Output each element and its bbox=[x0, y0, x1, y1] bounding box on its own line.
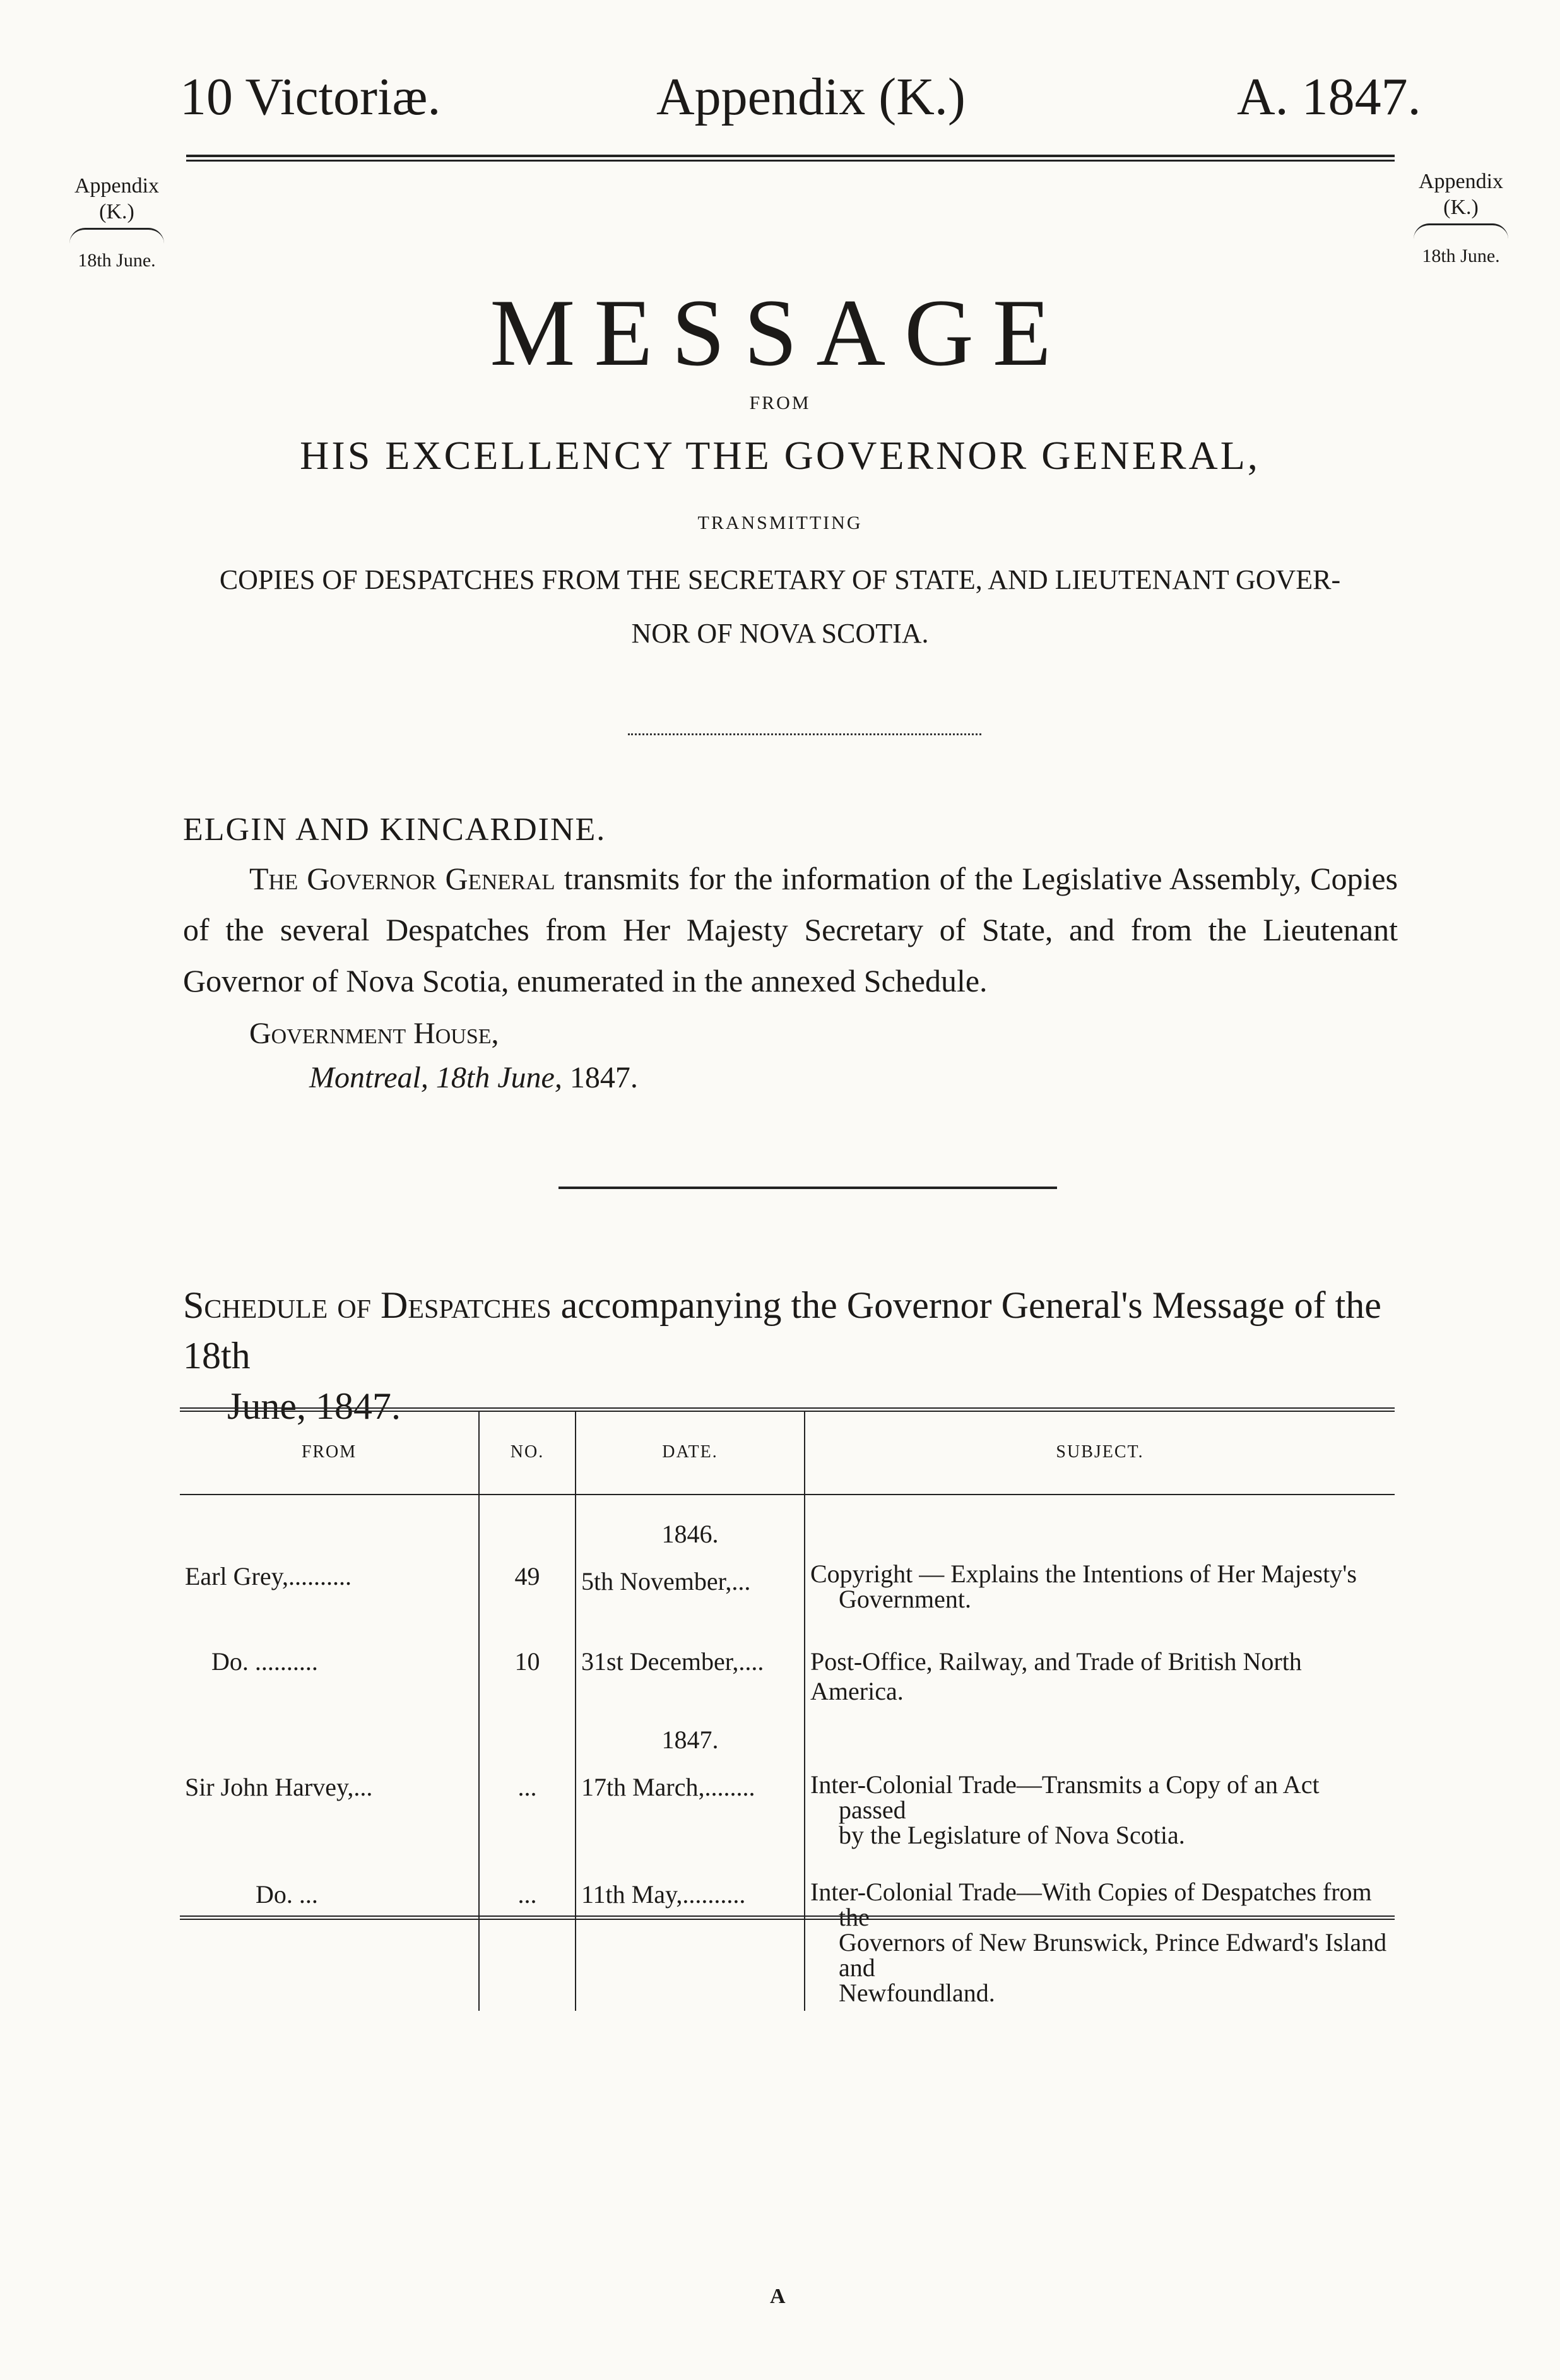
header-right: A. 1847. bbox=[1237, 68, 1421, 126]
row-subject-line: Newfoundland. bbox=[839, 1979, 995, 2007]
dateline-city: Montreal, bbox=[309, 1061, 428, 1094]
page-title: MESSAGE bbox=[490, 280, 1070, 386]
table-header-row bbox=[180, 1411, 1395, 1495]
header-center: Appendix (K.) bbox=[656, 68, 966, 126]
message-dateline bbox=[309, 1060, 638, 1095]
row-subject: Post-Office, Railway, and Trade of British North America. bbox=[810, 1647, 1302, 1705]
message-lead: The Governor General bbox=[249, 861, 555, 896]
brace-icon bbox=[1414, 223, 1508, 239]
header-rule-inner bbox=[186, 160, 1395, 162]
row-date: 5th November,... bbox=[581, 1567, 751, 1596]
table-bottom-rule bbox=[180, 1915, 1395, 1920]
title-from: FROM bbox=[749, 393, 811, 413]
message-body bbox=[183, 853, 1398, 1007]
header-left: 10 Victoriæ. bbox=[180, 68, 441, 126]
row-no: 10 bbox=[479, 1612, 576, 1706]
margin-note-letter: (K.) bbox=[1443, 195, 1479, 219]
row-date-cell bbox=[576, 1706, 805, 1848]
row-subject-line: Governors of New Brunswick, Prince Edward's Island and bbox=[839, 1928, 1387, 1982]
margin-note-label: Appendix bbox=[1418, 170, 1504, 193]
message-line3: Governor of Nova Scotia, enumerated in the annexed Schedule. bbox=[183, 963, 988, 998]
margin-note-date: 18th June. bbox=[78, 249, 156, 271]
row-date: 17th March,........ bbox=[581, 1773, 755, 1801]
dateline-day bbox=[436, 1061, 490, 1094]
table-row bbox=[180, 1848, 1395, 2011]
header-no: NO. bbox=[479, 1411, 576, 1495]
row-subject-text bbox=[810, 1772, 1390, 1848]
government-house: Government House, bbox=[249, 1017, 499, 1050]
header-from: FROM bbox=[180, 1411, 479, 1495]
section-divider bbox=[628, 733, 981, 742]
row-from: Earl Grey,.......... bbox=[180, 1495, 479, 1612]
row-subject bbox=[805, 1495, 1395, 1612]
message-signature: ELGIN AND KINCARDINE. bbox=[183, 812, 606, 848]
row-subject-line: Copyright — Explains the Intentions of Her Majesty's bbox=[810, 1560, 1357, 1588]
title-subject-line2: NOR OF NOVA SCOTIA. bbox=[631, 618, 929, 649]
row-subject-line: Inter-Colonial Trade—Transmits a Copy of an Act passed bbox=[810, 1770, 1320, 1824]
row-subject-text bbox=[810, 1880, 1390, 2006]
table-row bbox=[180, 1612, 1395, 1706]
row-from: Do. ... bbox=[180, 1848, 479, 2011]
margin-note-letter: (K.) bbox=[99, 199, 134, 223]
row-from: Do. .......... bbox=[180, 1612, 479, 1706]
table-row bbox=[180, 1495, 1395, 1612]
row-date: 11th May,.......... bbox=[576, 1848, 805, 2011]
title-transmitting: TRANSMITTING bbox=[697, 512, 863, 533]
row-no: ... bbox=[479, 1848, 576, 2011]
message-line1 bbox=[183, 853, 1398, 904]
row-no: 49 bbox=[479, 1495, 576, 1612]
margin-note-left bbox=[57, 174, 177, 273]
signature-mark: A bbox=[770, 2285, 786, 2308]
message-line1-text: transmits for the information of the Legislative Assembly, Copies bbox=[564, 861, 1398, 896]
row-subject-text bbox=[810, 1561, 1390, 1612]
dateline-year: 1847. bbox=[569, 1061, 638, 1094]
margin-note-right bbox=[1401, 169, 1521, 268]
row-date-cell bbox=[576, 1495, 805, 1612]
dateline-day-text: 18th bbox=[435, 1061, 490, 1094]
row-subject-line: Government. bbox=[839, 1585, 971, 1613]
row-subject-line: by the Legislature of Nova Scotia. bbox=[839, 1821, 1185, 1849]
dateline-month: June, bbox=[497, 1061, 562, 1094]
row-subject-line: Inter-Colonial Trade—With Copies of Despatches from the bbox=[810, 1878, 1372, 1931]
header-rule bbox=[186, 155, 1395, 157]
schedule-lead: Schedule of Despatches bbox=[183, 1284, 552, 1326]
row-from: Sir John Harvey,... bbox=[180, 1706, 479, 1848]
margin-note-date: 18th June. bbox=[1422, 245, 1500, 266]
message-line2: of the several Despatches from Her Majesty Secretary of State, and from the Lieutenant bbox=[183, 912, 1398, 947]
title-sender: HIS EXCELLENCY THE GOVERNOR GENERAL, bbox=[300, 433, 1260, 478]
row-date: 31st December,.... bbox=[576, 1612, 805, 1706]
row-year: 1846. bbox=[661, 1520, 719, 1548]
despatch-table bbox=[180, 1411, 1395, 2011]
section-rule bbox=[558, 1187, 1057, 1189]
schedule-line2: June, 1847. bbox=[227, 1385, 401, 1427]
row-subject bbox=[805, 1706, 1395, 1848]
table-row bbox=[180, 1706, 1395, 1848]
title-subject-line1: COPIES OF DESPATCHES FROM THE SECRETARY OF STATE, AND LIEUTENANT GOVER- bbox=[219, 564, 1341, 595]
row-subject bbox=[805, 1848, 1395, 2011]
brace-icon bbox=[69, 228, 164, 244]
schedule-rest: accompanying the Governor General's Message of the 18th bbox=[183, 1284, 1381, 1376]
row-year: 1847. bbox=[661, 1726, 719, 1754]
header-subject: SUBJECT. bbox=[805, 1411, 1395, 1495]
margin-note-label: Appendix bbox=[74, 174, 160, 198]
row-no: ... bbox=[479, 1706, 576, 1848]
header-date: DATE. bbox=[576, 1411, 805, 1495]
